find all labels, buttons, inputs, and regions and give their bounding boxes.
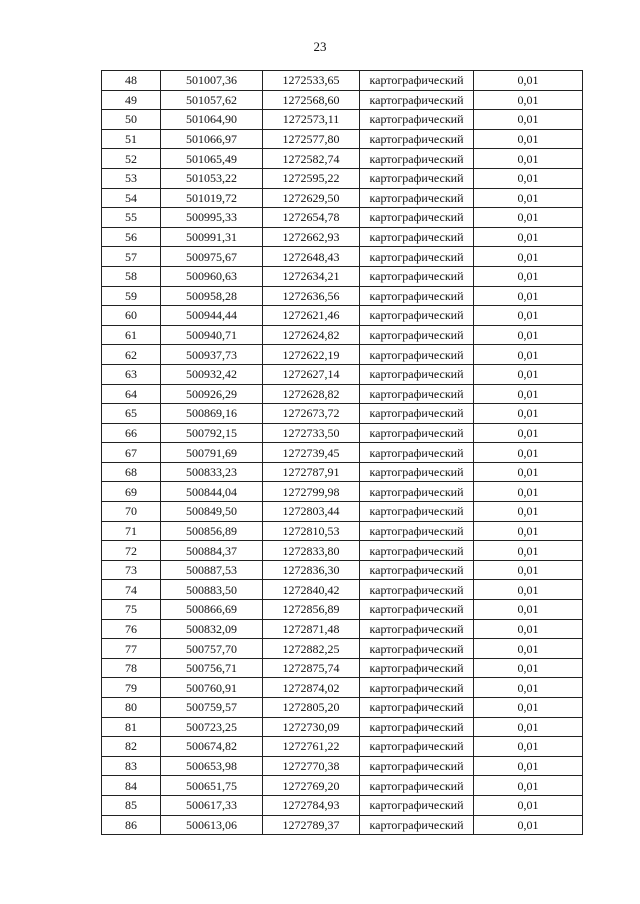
table-row (102, 208, 583, 228)
coordinate-x-cell: 500926,29 (161, 384, 263, 404)
method-cell: картографический (360, 698, 474, 718)
coordinate-y-cell: 1272573,11 (263, 110, 360, 130)
coordinate-y-cell: 1272769,20 (263, 776, 360, 796)
point-number-cell: 71 (102, 521, 161, 541)
point-number-cell: 50 (102, 110, 161, 130)
point-number-cell: 75 (102, 600, 161, 620)
coordinate-y-cell: 1272810,53 (263, 521, 360, 541)
method-cell: картографический (360, 541, 474, 561)
method-cell: картографический (360, 482, 474, 502)
point-number-cell: 60 (102, 306, 161, 326)
point-number-cell: 79 (102, 678, 161, 698)
coordinate-y-cell: 1272582,74 (263, 149, 360, 169)
coordinate-x-cell: 500883,50 (161, 580, 263, 600)
accuracy-cell: 0,01 (474, 90, 583, 110)
accuracy-cell: 0,01 (474, 698, 583, 718)
point-number-cell: 76 (102, 619, 161, 639)
coordinate-x-cell: 500960,63 (161, 266, 263, 286)
accuracy-cell: 0,01 (474, 325, 583, 345)
coordinate-y-cell: 1272871,48 (263, 619, 360, 639)
coordinate-y-cell: 1272622,19 (263, 345, 360, 365)
table-row (102, 364, 583, 384)
coordinate-x-cell: 500975,67 (161, 247, 263, 267)
point-number-cell: 74 (102, 580, 161, 600)
table-row (102, 658, 583, 678)
accuracy-cell: 0,01 (474, 286, 583, 306)
point-number-cell: 59 (102, 286, 161, 306)
table-row (102, 560, 583, 580)
method-cell: картографический (360, 619, 474, 639)
method-cell: картографический (360, 90, 474, 110)
table-row (102, 404, 583, 424)
coordinate-x-cell: 500791,69 (161, 443, 263, 463)
method-cell: картографический (360, 737, 474, 757)
coordinate-y-cell: 1272739,45 (263, 443, 360, 463)
method-cell: картографический (360, 717, 474, 737)
method-cell: картографический (360, 247, 474, 267)
accuracy-cell: 0,01 (474, 541, 583, 561)
point-number-cell: 65 (102, 404, 161, 424)
method-cell: картографический (360, 208, 474, 228)
accuracy-cell: 0,01 (474, 345, 583, 365)
accuracy-cell: 0,01 (474, 717, 583, 737)
accuracy-cell: 0,01 (474, 149, 583, 169)
method-cell: картографический (360, 345, 474, 365)
accuracy-cell: 0,01 (474, 404, 583, 424)
table-row (102, 639, 583, 659)
method-cell: картографический (360, 404, 474, 424)
method-cell: картографический (360, 149, 474, 169)
table-row (102, 776, 583, 796)
accuracy-cell: 0,01 (474, 266, 583, 286)
accuracy-cell: 0,01 (474, 423, 583, 443)
accuracy-cell: 0,01 (474, 678, 583, 698)
point-number-cell: 69 (102, 482, 161, 502)
coordinate-x-cell: 500844,04 (161, 482, 263, 502)
table-row (102, 482, 583, 502)
table-row (102, 90, 583, 110)
coordinate-x-cell: 500866,69 (161, 600, 263, 620)
coordinate-y-cell: 1272648,43 (263, 247, 360, 267)
point-number-cell: 49 (102, 90, 161, 110)
method-cell: картографический (360, 639, 474, 659)
coordinate-y-cell: 1272833,80 (263, 541, 360, 561)
table-row (102, 188, 583, 208)
point-number-cell: 63 (102, 364, 161, 384)
table-row (102, 247, 583, 267)
table-row (102, 756, 583, 776)
point-number-cell: 85 (102, 795, 161, 815)
coordinate-x-cell: 500756,71 (161, 658, 263, 678)
point-number-cell: 62 (102, 345, 161, 365)
coordinate-x-cell: 501019,72 (161, 188, 263, 208)
coordinate-y-cell: 1272799,98 (263, 482, 360, 502)
table-row (102, 580, 583, 600)
coordinate-y-cell: 1272787,91 (263, 462, 360, 482)
coordinate-y-cell: 1272770,38 (263, 756, 360, 776)
point-number-cell: 66 (102, 423, 161, 443)
coordinate-x-cell: 501053,22 (161, 168, 263, 188)
accuracy-cell: 0,01 (474, 560, 583, 580)
coordinate-x-cell: 501064,90 (161, 110, 263, 130)
point-number-cell: 57 (102, 247, 161, 267)
method-cell: картографический (360, 384, 474, 404)
accuracy-cell: 0,01 (474, 658, 583, 678)
coordinate-x-cell: 500757,70 (161, 639, 263, 659)
accuracy-cell: 0,01 (474, 737, 583, 757)
coordinate-y-cell: 1272621,46 (263, 306, 360, 326)
accuracy-cell: 0,01 (474, 384, 583, 404)
coordinate-y-cell: 1272636,56 (263, 286, 360, 306)
accuracy-cell: 0,01 (474, 756, 583, 776)
coordinate-x-cell: 500958,28 (161, 286, 263, 306)
point-number-cell: 54 (102, 188, 161, 208)
coordinate-x-cell: 500617,33 (161, 795, 263, 815)
table-row (102, 815, 583, 835)
coordinate-x-cell: 501007,36 (161, 71, 263, 91)
accuracy-cell: 0,01 (474, 580, 583, 600)
table-row (102, 600, 583, 620)
accuracy-cell: 0,01 (474, 502, 583, 522)
point-number-cell: 64 (102, 384, 161, 404)
coordinate-y-cell: 1272733,50 (263, 423, 360, 443)
method-cell: картографический (360, 502, 474, 522)
table-row (102, 149, 583, 169)
point-number-cell: 84 (102, 776, 161, 796)
coordinate-x-cell: 500651,75 (161, 776, 263, 796)
method-cell: картографический (360, 580, 474, 600)
table-row (102, 71, 583, 91)
method-cell: картографический (360, 188, 474, 208)
accuracy-cell: 0,01 (474, 619, 583, 639)
coordinate-y-cell: 1272730,09 (263, 717, 360, 737)
coordinate-y-cell: 1272874,02 (263, 678, 360, 698)
accuracy-cell: 0,01 (474, 600, 583, 620)
coordinate-x-cell: 500887,53 (161, 560, 263, 580)
coordinate-y-cell: 1272624,82 (263, 325, 360, 345)
accuracy-cell: 0,01 (474, 443, 583, 463)
coordinate-y-cell: 1272595,22 (263, 168, 360, 188)
table-row (102, 443, 583, 463)
coordinate-y-cell: 1272568,60 (263, 90, 360, 110)
coordinate-y-cell: 1272628,82 (263, 384, 360, 404)
accuracy-cell: 0,01 (474, 795, 583, 815)
point-number-cell: 58 (102, 266, 161, 286)
point-number-cell: 72 (102, 541, 161, 561)
coordinate-x-cell: 500944,44 (161, 306, 263, 326)
accuracy-cell: 0,01 (474, 129, 583, 149)
coordinate-x-cell: 500674,82 (161, 737, 263, 757)
point-number-cell: 56 (102, 227, 161, 247)
table-body (102, 71, 583, 835)
method-cell: картографический (360, 776, 474, 796)
coordinate-y-cell: 1272784,93 (263, 795, 360, 815)
point-number-cell: 78 (102, 658, 161, 678)
coordinate-x-cell: 500856,89 (161, 521, 263, 541)
coordinate-x-cell: 500884,37 (161, 541, 263, 561)
coordinate-y-cell: 1272836,30 (263, 560, 360, 580)
table-row (102, 521, 583, 541)
coordinate-y-cell: 1272803,44 (263, 502, 360, 522)
coordinate-x-cell: 500869,16 (161, 404, 263, 424)
method-cell: картографический (360, 658, 474, 678)
table-row (102, 462, 583, 482)
point-number-cell: 80 (102, 698, 161, 718)
accuracy-cell: 0,01 (474, 71, 583, 91)
method-cell: картографический (360, 560, 474, 580)
page-number: 23 (313, 39, 327, 54)
table-row (102, 227, 583, 247)
coordinate-y-cell: 1272840,42 (263, 580, 360, 600)
table-row (102, 384, 583, 404)
coordinate-x-cell: 500760,91 (161, 678, 263, 698)
accuracy-cell: 0,01 (474, 462, 583, 482)
method-cell: картографический (360, 227, 474, 247)
coordinate-y-cell: 1272761,22 (263, 737, 360, 757)
point-number-cell: 77 (102, 639, 161, 659)
point-number-cell: 86 (102, 815, 161, 835)
accuracy-cell: 0,01 (474, 521, 583, 541)
coordinate-y-cell: 1272789,37 (263, 815, 360, 835)
table-row (102, 168, 583, 188)
method-cell: картографический (360, 306, 474, 326)
coordinate-x-cell: 500995,33 (161, 208, 263, 228)
method-cell: картографический (360, 600, 474, 620)
coordinate-y-cell: 1272673,72 (263, 404, 360, 424)
table-row (102, 423, 583, 443)
accuracy-cell: 0,01 (474, 168, 583, 188)
point-number-cell: 52 (102, 149, 161, 169)
point-number-cell: 67 (102, 443, 161, 463)
point-number-cell: 68 (102, 462, 161, 482)
coordinate-x-cell: 500792,15 (161, 423, 263, 443)
coordinate-x-cell: 501057,62 (161, 90, 263, 110)
coordinate-x-cell: 500940,71 (161, 325, 263, 345)
method-cell: картографический (360, 168, 474, 188)
table-row (102, 129, 583, 149)
point-number-cell: 51 (102, 129, 161, 149)
coordinate-x-cell: 500932,42 (161, 364, 263, 384)
coordinate-y-cell: 1272533,65 (263, 71, 360, 91)
coordinate-x-cell: 500937,73 (161, 345, 263, 365)
accuracy-cell: 0,01 (474, 364, 583, 384)
method-cell: картографический (360, 423, 474, 443)
method-cell: картографический (360, 795, 474, 815)
coordinate-y-cell: 1272805,20 (263, 698, 360, 718)
method-cell: картографический (360, 110, 474, 130)
table-row (102, 266, 583, 286)
method-cell: картографический (360, 129, 474, 149)
table-row (102, 286, 583, 306)
coordinate-y-cell: 1272662,93 (263, 227, 360, 247)
coordinate-x-cell: 500849,50 (161, 502, 263, 522)
table-row (102, 502, 583, 522)
coordinate-y-cell: 1272629,50 (263, 188, 360, 208)
coordinate-x-cell: 500832,09 (161, 619, 263, 639)
coordinate-x-cell: 500759,57 (161, 698, 263, 718)
coordinate-y-cell: 1272627,14 (263, 364, 360, 384)
accuracy-cell: 0,01 (474, 227, 583, 247)
table-row (102, 619, 583, 639)
method-cell: картографический (360, 71, 474, 91)
table-row (102, 325, 583, 345)
point-number-cell: 82 (102, 737, 161, 757)
coordinate-y-cell: 1272654,78 (263, 208, 360, 228)
coordinate-x-cell: 500613,06 (161, 815, 263, 835)
coordinate-x-cell: 500653,98 (161, 756, 263, 776)
coordinate-x-cell: 501065,49 (161, 149, 263, 169)
accuracy-cell: 0,01 (474, 482, 583, 502)
point-number-cell: 48 (102, 71, 161, 91)
accuracy-cell: 0,01 (474, 247, 583, 267)
method-cell: картографический (360, 521, 474, 541)
accuracy-cell: 0,01 (474, 208, 583, 228)
accuracy-cell: 0,01 (474, 776, 583, 796)
coordinate-x-cell: 500833,23 (161, 462, 263, 482)
coordinate-y-cell: 1272577,80 (263, 129, 360, 149)
table-row (102, 110, 583, 130)
table-row (102, 795, 583, 815)
coordinates-table (101, 70, 583, 835)
point-number-cell: 70 (102, 502, 161, 522)
method-cell: картографический (360, 815, 474, 835)
point-number-cell: 83 (102, 756, 161, 776)
coordinate-x-cell: 500991,31 (161, 227, 263, 247)
coordinate-y-cell: 1272856,89 (263, 600, 360, 620)
table-row (102, 717, 583, 737)
accuracy-cell: 0,01 (474, 188, 583, 208)
point-number-cell: 61 (102, 325, 161, 345)
method-cell: картографический (360, 364, 474, 384)
coordinate-y-cell: 1272634,21 (263, 266, 360, 286)
coordinate-x-cell: 501066,97 (161, 129, 263, 149)
coordinate-y-cell: 1272875,74 (263, 658, 360, 678)
point-number-cell: 81 (102, 717, 161, 737)
method-cell: картографический (360, 443, 474, 463)
accuracy-cell: 0,01 (474, 110, 583, 130)
accuracy-cell: 0,01 (474, 639, 583, 659)
accuracy-cell: 0,01 (474, 815, 583, 835)
point-number-cell: 73 (102, 560, 161, 580)
table-row (102, 306, 583, 326)
method-cell: картографический (360, 286, 474, 306)
table-row (102, 678, 583, 698)
method-cell: картографический (360, 462, 474, 482)
method-cell: картографический (360, 678, 474, 698)
accuracy-cell: 0,01 (474, 306, 583, 326)
method-cell: картографический (360, 756, 474, 776)
coordinate-x-cell: 500723,25 (161, 717, 263, 737)
method-cell: картографический (360, 325, 474, 345)
table-row (102, 345, 583, 365)
method-cell: картографический (360, 266, 474, 286)
coordinate-y-cell: 1272882,25 (263, 639, 360, 659)
point-number-cell: 55 (102, 208, 161, 228)
table-row (102, 698, 583, 718)
point-number-cell: 53 (102, 168, 161, 188)
table-row (102, 737, 583, 757)
table-row (102, 541, 583, 561)
